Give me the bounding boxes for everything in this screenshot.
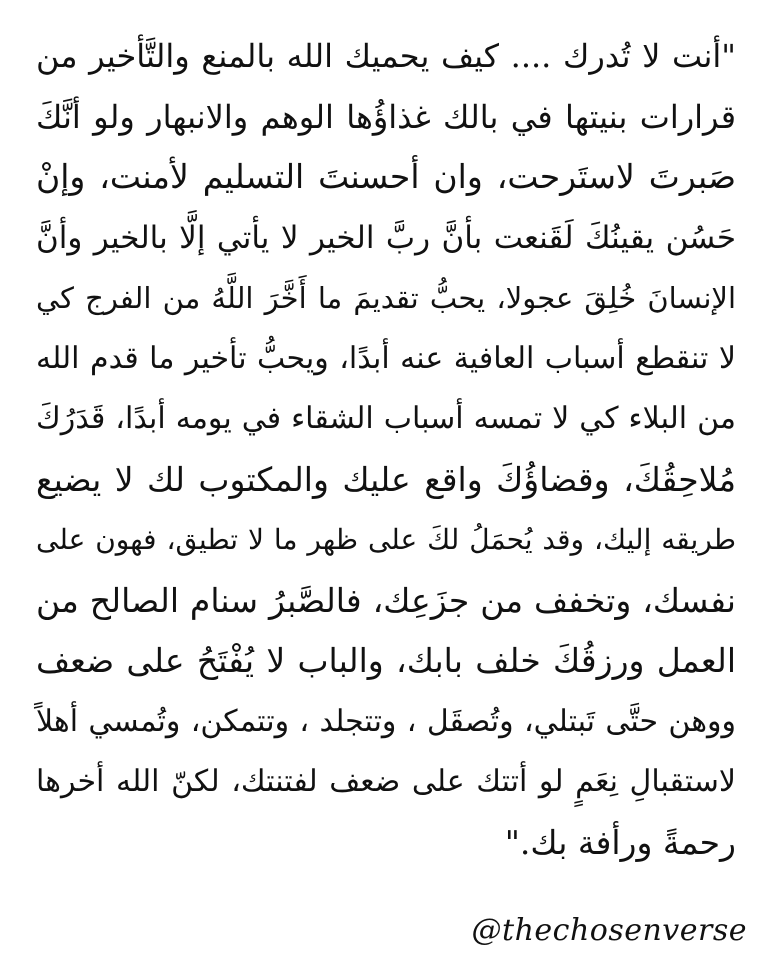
quote-line: لا تنقطع أسباب العافية عنه أبدًا، ويحبُّ تأخير ما قدم الله [36, 340, 736, 376]
quote-line: قرارات بنيتها في بالك غذاؤُها الوهم والانبهار ولو أنَّكَ [36, 97, 736, 136]
quote-line: صَبرتَ لاستَرحت، وان أحسنتَ التسليم لأمنت، وإنْ [36, 157, 736, 196]
quote-line: الإنسانَ خُلِقَ عجولا، يحبُّ تقديمَ ما أَخَّرَ اللَّهُ من الفرج كي [36, 281, 736, 315]
quote-line-last: رحمةً ورأفة بك." [504, 822, 736, 862]
quote-line: مُلاحِقُكَ، وقضاؤُكَ واقع عليك والمكتوب لك لا يضيع [36, 459, 736, 499]
quote-text [36, 26, 736, 873]
quote-line: حَسُن يقينُكَ لَقَنعت بأنَّ ربَّ الخير لا يأتي إلَّا بالخير وأنَّ [36, 219, 736, 256]
quote-line: لاستقبالِ نِعَمٍ لو أتتك على ضعف لفتنتك، لكنّ الله أخرها [36, 764, 736, 799]
signature-handle: @thechosenverse [471, 913, 747, 948]
quote-line: من البلاء كي لا تمسه أسباب الشقاء في يومه أبدًا، قَدَرُكَ [36, 401, 736, 436]
quote-line: العمل ورزقُكَ خلف بابك، والباب لا يُفْتَحُ على ضعف [36, 641, 736, 680]
quote-line: ووهن حتَّى تَبتلي، وتُصقَل ، وتتجلد ، وتتمكن، وتُمسي أهلاً [36, 703, 736, 739]
quote-line: "أنت لا تُدرك .... كيف يحميك الله بالمنع والتَّأخير من [36, 37, 736, 75]
quote-line: طريقه إليك، وقد يُحمَلُ لكَ على ظهر ما لا تطيق، فهون على [36, 523, 736, 556]
quote-line: نفسك، وتخفف من جزَعِك، فالصَّبرُ سنام الصالح من [36, 580, 736, 620]
